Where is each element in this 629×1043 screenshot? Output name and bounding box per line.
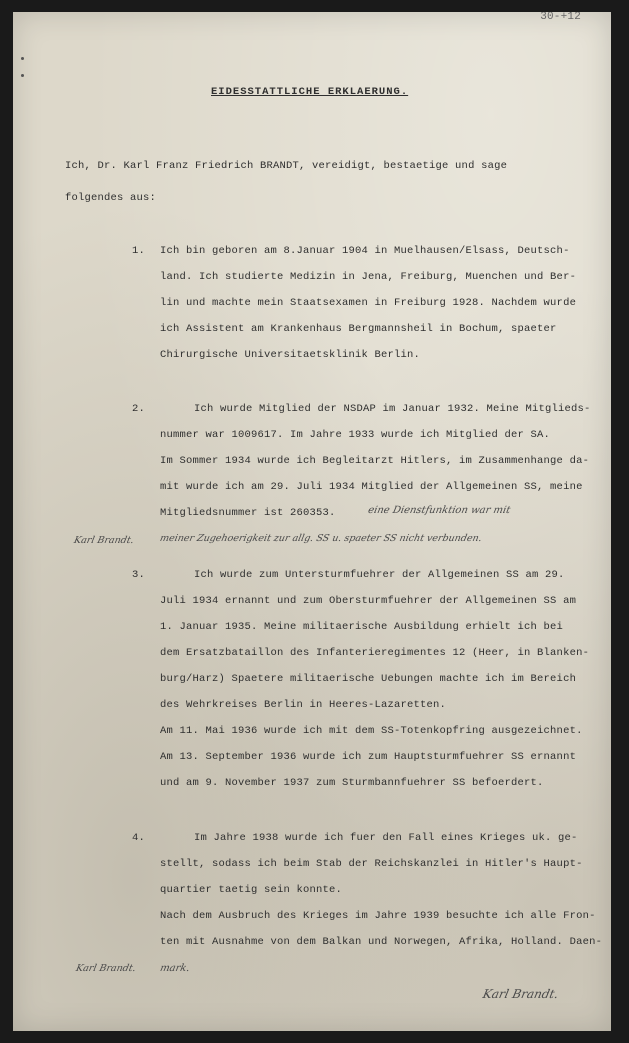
section-line: stellt, sodass ich beim Stab der Reichskanzlei in Hitler's Haupt- [160,858,583,870]
section-line: ten mit Ausnahme von dem Balkan und Norwegen, Afrika, Holland. Daen- [160,936,603,948]
document-page [13,12,611,1031]
signature: Karl Brandt. [481,987,560,1001]
section-line: ich Assistent am Krankenhaus Bergmannsheil in Bochum, spaeter [160,323,557,335]
section-number: 2. [132,403,146,415]
section-line: Ich wurde Mitglied der NSDAP im Januar 1932. Meine Mitglieds- [194,403,591,415]
section-line: und am 9. November 1937 zum Sturmbannfuehrer SS befoerdert. [160,777,544,789]
section-line: Mitgliedsnummer ist 260353. [160,507,336,519]
section-line: Chirurgische Universitaetsklinik Berlin. [160,349,421,361]
section-line: Am 11. Mai 1936 wurde ich mit dem SS-Totenkopfring ausgezeichnet. [160,725,583,737]
section-number: 4. [132,832,146,844]
margin-initials: Karl Brandt. [74,963,137,974]
section-line: Nach dem Ausbruch des Krieges im Jahre 1939 besuchte ich alle Fron- [160,910,596,922]
section-line: land. Ich studierte Medizin in Jena, Freiburg, Muenchen und Ber- [160,271,577,283]
handwritten-annotation: eine Dienstfunktion war mit [366,505,512,516]
intro-line: Ich, Dr. Karl Franz Friedrich BRANDT, vereidigt, bestaetige und sage [65,160,508,172]
section-line: Ich wurde zum Untersturmfuehrer der Allgemeinen SS am 29. [194,569,565,581]
section-line: Ich bin geboren am 8.Januar 1904 in Muelhausen/Elsass, Deutsch- [160,245,570,257]
section-line: lin und machte mein Staatsexamen in Freiburg 1928. Nachdem wurde [160,297,577,309]
section-line: Im Jahre 1938 wurde ich fuer den Fall eines Krieges uk. ge- [194,832,578,844]
handwritten-annotation: meiner Zugehoerigkeit zur allg. SS u. spaeter SS nicht verbunden. [158,533,483,544]
archive-number: 30-+12 [540,12,581,23]
punch-hole-mark [21,74,24,77]
section-line: des Wehrkreises Berlin in Heeres-Lazaretten. [160,699,447,711]
document-title: EIDESSTATTLICHE ERKLAERUNG. [211,86,409,98]
section-line: Juli 1934 ernannt und zum Obersturmfuehrer der Allgemeinen SS am [160,595,577,607]
section-line: Am 13. September 1936 wurde ich zum Hauptsturmfuehrer SS ernannt [160,751,577,763]
section-line: quartier taetig sein konnte. [160,884,343,896]
section-line: mit wurde ich am 29. Juli 1934 Mitglied der Allgemeinen SS, meine [160,481,583,493]
margin-initials: Karl Brandt. [72,535,135,546]
section-line: burg/Harz) Spaetere militaerische Uebungen machte ich im Bereich [160,673,577,685]
section-number: 1. [132,245,146,257]
section-line: nummer war 1009617. Im Jahre 1933 wurde ich Mitglied der SA. [160,429,551,441]
section-number: 3. [132,569,146,581]
punch-hole-mark [21,57,24,60]
section-line: dem Ersatzbataillon des Infanterieregimentes 12 (Heer, in Blanken- [160,647,590,659]
intro-line: folgendes aus: [65,192,157,204]
section-line: Im Sommer 1934 wurde ich Begleitarzt Hitlers, im Zusammenhange da- [160,455,590,467]
section-line: 1. Januar 1935. Meine militaerische Ausbildung erhielt ich bei [160,621,564,633]
section-line: mark. [158,963,191,974]
